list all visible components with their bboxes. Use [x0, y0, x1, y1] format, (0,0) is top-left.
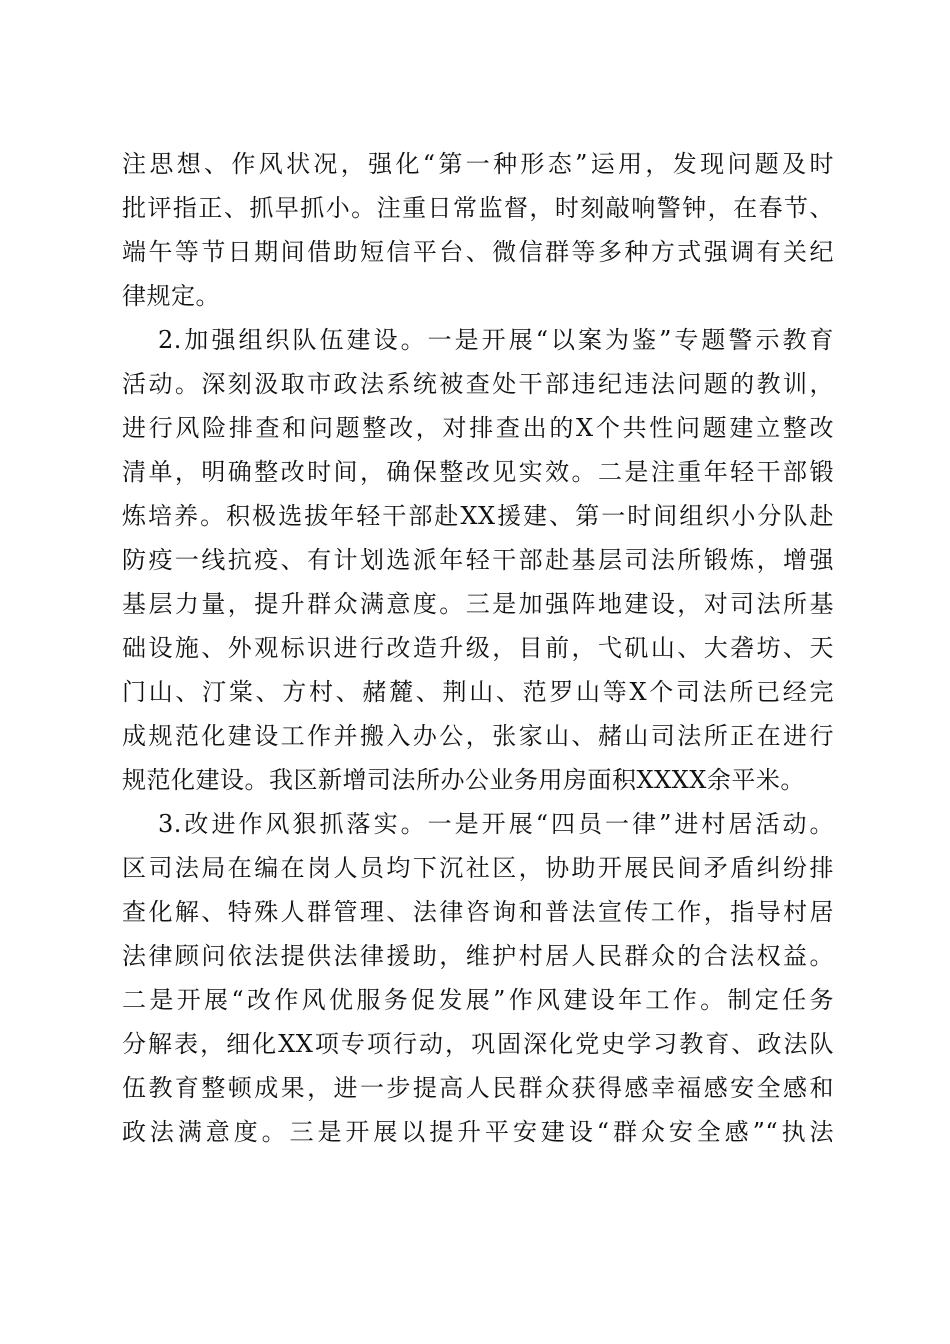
text-line: 查化解、特殊人群管理、法律咨询和普法宣传工作，指导村居 [122, 898, 834, 926]
text-line: 进行风险排查和问题整改，对排查出的X个共性问题建立整改 [122, 414, 834, 442]
text-line: 规范化建设。我区新增司法所办公业务用房面积XXXX余平米。 [122, 766, 805, 794]
text-line: 注思想、作风状况，强化“第一种形态”运用，发现问题及时 [122, 150, 834, 178]
text-line: 二是开展“改作风优服务促发展”作风建设年工作。制定任务 [122, 986, 834, 1014]
text-line: 律规定。 [122, 282, 220, 310]
text-line: 基层力量，提升群众满意度。三是加强阵地建设，对司法所基 [122, 590, 834, 618]
text-line: 伍教育整顿成果，进一步提高人民群众获得感幸福感安全感和 [122, 1074, 834, 1102]
text-line: 炼培养。积极选拔年轻干部赴XX援建、第一时间组织小分队赴 [122, 502, 834, 530]
text-line: 法律顾问依法提供法律援助，维护村居人民群众的合法权益。 [122, 942, 834, 970]
text-line: 区司法局在编在岗人员均下沉社区，协助开展民间矛盾纠纷排 [122, 854, 834, 882]
text-line: 础设施、外观标识进行改造升级，目前，弋矶山、大砻坊、天 [122, 634, 834, 662]
text-line: 批评指正、抓早抓小。注重日常监督，时刻敲响警钟，在春节、 [122, 194, 834, 222]
paragraph-heading-line: 2.加强组织队伍建设。一是开展“以案为鉴”专题警示教育 [158, 326, 834, 354]
text-line: 成规范化建设工作并搬入办公，张家山、赭山司法所正在进行 [122, 722, 834, 750]
text-line: 政法满意度。三是开展以提升平安建设“群众安全感”“执法 [122, 1118, 834, 1146]
text-line: 清单，明确整改时间，确保整改见实效。二是注重年轻干部锻 [122, 458, 834, 486]
text-line: 门山、汀棠、方村、赭麓、荆山、范罗山等X个司法所已经完 [122, 678, 834, 706]
paragraph-heading-line: 3.改进作风狠抓落实。一是开展“四员一律”进村居活动。 [158, 810, 834, 838]
text-line: 活动。深刻汲取市政法系统被查处干部违纪违法问题的教训， [122, 370, 834, 398]
text-line: 分解表，细化XX项专项行动，巩固深化党史学习教育、政法队 [122, 1030, 834, 1058]
text-line: 防疫一线抗疫、有计划选派年轻干部赴基层司法所锻炼，增强 [122, 546, 834, 574]
text-line: 端午等节日期间借助短信平台、微信群等多种方式强调有关纪 [122, 238, 834, 266]
document-body [122, 142, 834, 1154]
